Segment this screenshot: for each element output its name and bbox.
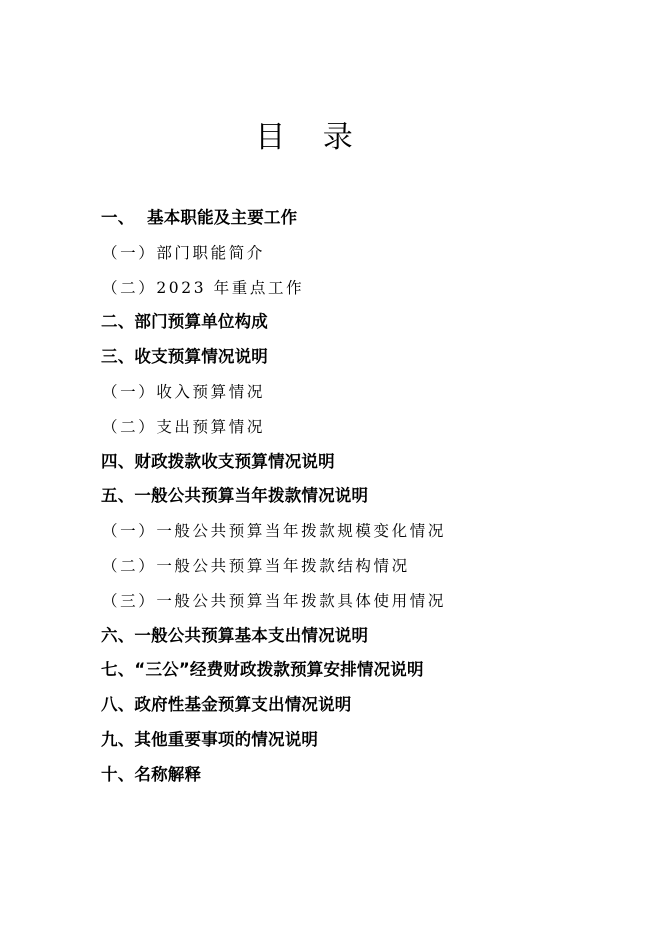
toc-entry-2: [101, 308, 621, 343]
toc-entry-number: 三、: [101, 347, 135, 367]
toc-entry-number: 十、: [101, 764, 135, 784]
toc-entry-number: 九、: [101, 729, 135, 749]
toc-entry-6: [101, 622, 621, 657]
toc-entry-9: [101, 726, 621, 761]
toc-entry-text: 2023 年重点工作: [156, 278, 305, 297]
toc-entry-text: “三公”经费财政拨款预算安排情况说明: [134, 660, 424, 680]
toc-entry-5-3: [101, 587, 621, 622]
toc-entry-number: 七、: [101, 660, 135, 680]
table-of-contents: [101, 204, 621, 796]
toc-entry-text: 一般公共预算当年拨款情况说明: [134, 486, 369, 506]
toc-entry-number: 一、: [101, 208, 135, 227]
toc-entry-text: 财政拨款收支预算情况说明: [134, 451, 335, 471]
toc-entry-7: [101, 656, 621, 691]
toc-entry-text: 支出预算情况: [156, 417, 265, 436]
toc-entry-text: 一般公共预算当年拨款具体使用情况: [156, 591, 446, 610]
toc-entry-number: （二）: [102, 417, 157, 436]
toc-entry-8: [101, 691, 621, 726]
toc-entry-text: 部门预算单位构成: [134, 312, 269, 332]
toc-entry-number: （一）: [102, 522, 157, 541]
toc-entry-3: [101, 343, 621, 378]
toc-entry-number: （二）: [102, 278, 157, 297]
toc-title: 目 录: [255, 120, 367, 155]
toc-entry-number: （二）: [102, 556, 157, 575]
toc-entry-text: 名称解释: [134, 764, 202, 784]
toc-entry-1-1: [101, 239, 621, 274]
toc-entry-5-2: [101, 552, 621, 587]
toc-entry-3-2: [101, 413, 621, 448]
toc-entry-number: 五、: [101, 486, 135, 506]
toc-entry-text: 基本职能及主要工作: [147, 208, 298, 227]
toc-entry-5-1: [101, 517, 621, 552]
toc-entry-text: 收入预算情况: [156, 382, 265, 401]
toc-entry-text: 一般公共预算当年拨款结构情况: [156, 556, 410, 575]
toc-entry-number: （一）: [102, 382, 157, 401]
toc-entry-number: 八、: [101, 695, 135, 715]
toc-entry-5: [101, 482, 621, 517]
toc-entry-text: 一般公共预算当年拨款规模变化情况: [156, 522, 446, 541]
toc-entry-1-2: [101, 274, 621, 309]
toc-entry-10: [101, 761, 621, 796]
toc-entry-4: [101, 448, 621, 483]
toc-entry-text: 部门职能简介: [156, 243, 265, 262]
toc-entry-number: 二、: [101, 312, 135, 332]
toc-entry-text: 一般公共预算基本支出情况说明: [134, 625, 369, 645]
toc-entry-3-1: [101, 378, 621, 413]
toc-entry-number: （一）: [102, 243, 157, 262]
toc-entry-text: 收支预算情况说明: [134, 347, 269, 367]
toc-entry-1: [101, 204, 621, 239]
toc-entry-text: 政府性基金预算支出情况说明: [134, 695, 352, 715]
toc-entry-number: （三）: [102, 591, 157, 610]
toc-entry-text: 其他重要事项的情况说明: [134, 729, 319, 749]
toc-entry-number: 四、: [101, 451, 135, 471]
toc-entry-number: 六、: [101, 625, 135, 645]
